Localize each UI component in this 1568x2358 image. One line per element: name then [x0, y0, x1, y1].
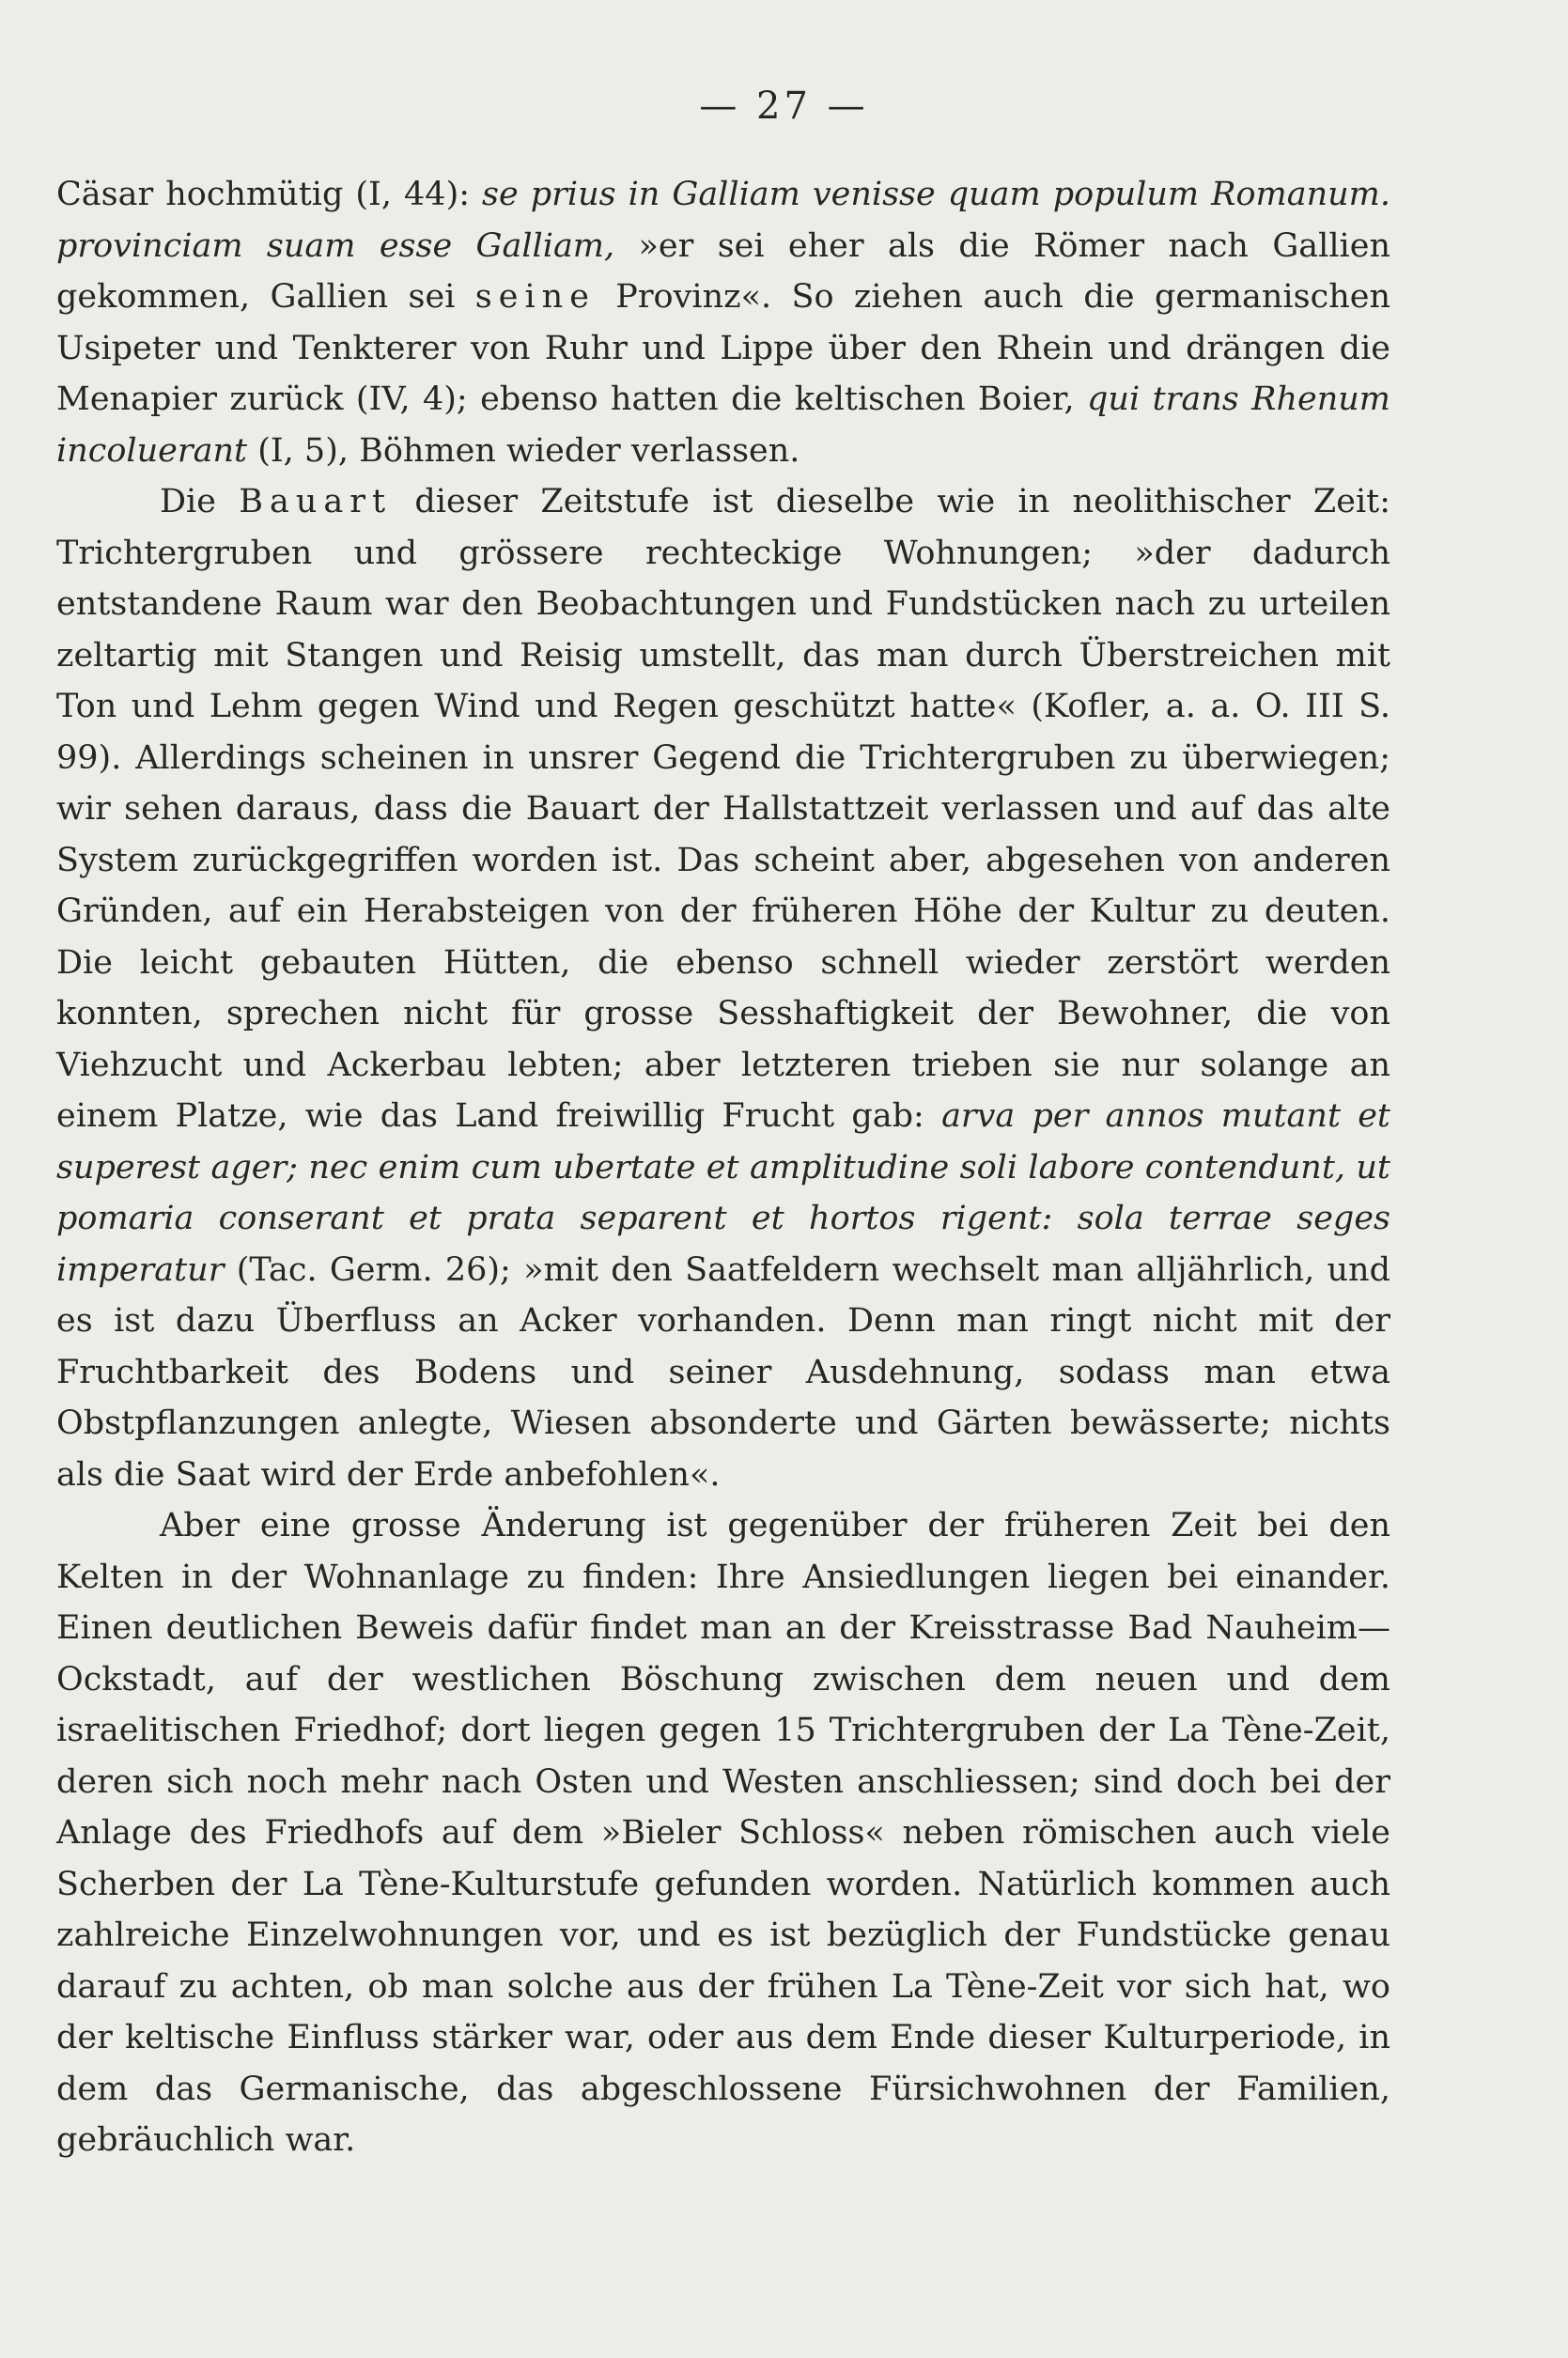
text-run: Die	[160, 483, 240, 520]
text-run: (I, 5), Böhmen wieder verlassen.	[247, 431, 800, 470]
emphasized-word: seine	[474, 278, 596, 316]
paragraph	[56, 1500, 1390, 2166]
emphasized-word: Bauart	[239, 483, 393, 520]
text-run: dieser Zeitstufe ist dieselbe wie in neolithischer Zeit: Trichtergruben und grössere rechteckige Wohnungen; »der dadurch entstandene Raum war den Beobachtungen und Fundstücken nach zu urteilen zeltartig mit Stangen und Reisig umstellt, das man durch Überstreichen mit Ton und Lehm gegen Wind und Regen geschützt hatte« (Kofler, a. a. O. III S. 99). Allerdings scheinen in unsrer Gegend die Trichtergruben zu überwiegen; wir sehen daraus, dass die Bauart der Hallstattzeit verlassen und auf das alte System zurückgegriffen worden ist. Das scheint aber, abgesehen von anderen Gründen, auf ein Herabsteigen von der früheren Höhe der Kultur zu deuten. Die leicht gebauten Hütten, die ebenso schnell wieder zerstört werden konnten, sprechen nicht für grosse Sesshaftigkeit der Bewohner, die von Viehzucht und Ackerbau lebten; aber letzteren trieben sie nur solange an einem Platze, wie das Land freiwillig Frucht gab:	[56, 483, 1391, 1135]
paragraph	[56, 169, 1390, 476]
latin-quote: arva per annos mutant et superest ager; nec enim cum ubertate et amplitudine soli labore contendunt, ut pomaria conserant et prata separent et hortos rigent: sola terrae seges imperatur	[56, 1097, 1390, 1289]
paragraph	[56, 476, 1390, 1500]
text-run: »er sei eher als die Römer nach Gallien gekommen, Gallien sei	[56, 226, 1390, 316]
text-run: (Tac. Germ. 26); »mit den Saatfeldern wechselt man alljährlich, und es ist dazu Überfluss an Acker vorhanden. Denn man ringt nicht mit der Fruchtbarkeit des Bodens und seiner Ausdehnung, sodass man etwa Obstpflanzungen anlegte, Wiesen absonderte und Gärten bewässerte; nichts als die Saat wird der Erde anbefohlen«.	[56, 1250, 1390, 1494]
latin-quote: se prius in Galliam venisse quam populum Romanum. provinciam suam esse Galliam,	[56, 176, 1390, 265]
text-run: Cäsar hochmütig (I, 44):	[56, 176, 483, 213]
body-text	[56, 169, 1390, 2166]
latin-quote: qui trans Rhenum incoluerant	[56, 380, 1390, 470]
text-run: Aber eine grosse Änderung ist gegenüber der früheren Zeit bei den Kelten in der Wohnanlage zu finden: Ihre Ansiedlungen liegen bei einander. Einen deutlichen Beweis dafür findet man an der Kreisstrasse Bad Nauheim—Ockstadt, auf der westlichen Böschung zwischen dem neuen und dem israelitischen Friedhof; dort liegen gegen 15 Trichtergruben der La Tène-Zeit, deren sich noch mehr nach Osten und Westen anschliessen; sind doch bei der Anlage des Friedhofs auf dem »Bieler Schloss« neben römischen auch viele Scherben der La Tène-Kulturstufe gefunden worden. Natürlich kommen auch zahlreiche Einzelwohnungen vor, und es ist bezüglich der Fundstücke genau darauf zu achten, ob man solche aus der frühen La Tène-Zeit vor sich hat, wo der keltische Einfluss stärker war, oder aus dem Ende dieser Kulturperiode, in dem das Germanische, das abgeschlossene Fürsichwohnen der Familien, gebräuchlich war.	[56, 1507, 1390, 2159]
text-run: Provinz«. So ziehen auch die germanischen Usipeter und Tenkterer von Ruhr und Lippe über den Rhein und drängen die Menapier zurück (IV, 4); ebenso hatten die keltischen Boier,	[56, 278, 1390, 418]
page-number: — 27 —	[699, 85, 869, 128]
